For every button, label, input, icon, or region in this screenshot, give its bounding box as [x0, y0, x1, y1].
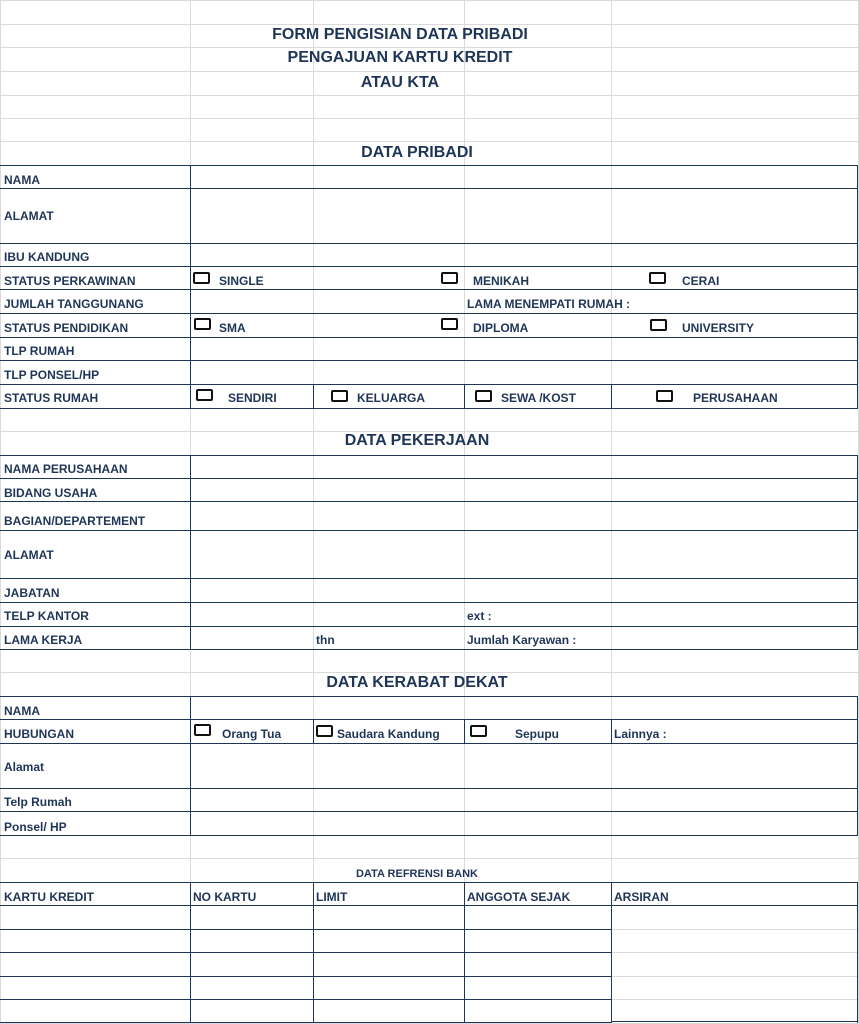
column-header-no-kartu: NO KARTU	[193, 890, 257, 904]
label-bidang-usaha: BIDANG USAHA	[4, 486, 98, 500]
bagian-departement-field[interactable]	[191, 502, 857, 529]
menikah-option-label: MENIKAH	[473, 274, 529, 288]
university-checkbox[interactable]	[650, 319, 667, 331]
label-ext: ext :	[467, 609, 492, 623]
sepupu-checkbox[interactable]	[470, 725, 487, 737]
form-title-line1: FORM PENGISIAN DATA PRIBADI	[272, 26, 528, 43]
bidang-usaha-field[interactable]	[191, 479, 857, 501]
lama-kerja-field[interactable]	[191, 626, 311, 648]
label-status-rumah: STATUS RUMAH	[4, 391, 99, 405]
menikah-checkbox[interactable]	[441, 272, 458, 284]
alamat-kantor-field[interactable]	[191, 531, 857, 577]
form-title-line3: ATAU KTA	[360, 74, 440, 91]
telp-rumah-kerabat-field[interactable]	[191, 789, 857, 811]
orang-tua-option-label: Orang Tua	[222, 727, 282, 741]
cerai-option-label: CERAI	[682, 274, 720, 288]
label-nama-perusahaan: NAMA PERUSAHAAN	[4, 462, 128, 476]
perusahaan-checkbox[interactable]	[656, 390, 673, 402]
sma-option-label: SMA	[219, 321, 246, 335]
column-header-anggota-sejak: ANGGOTA SEJAK	[467, 890, 571, 904]
diploma-checkbox[interactable]	[441, 318, 458, 330]
column-header-limit: LIMIT	[316, 890, 348, 904]
nama-field[interactable]	[191, 166, 857, 188]
tlp-ponsel-field[interactable]	[191, 361, 857, 383]
label-status-perkawinan: STATUS PERKAWINAN	[4, 274, 136, 288]
section-heading-data-refrensi-bank: DATA REFRENSI BANK	[355, 868, 478, 880]
nama-perusahaan-field[interactable]	[191, 455, 857, 477]
single-option-label: SINGLE	[219, 274, 264, 288]
perusahaan-option-label: PERUSAHAAN	[693, 391, 778, 405]
tlp-rumah-field[interactable]	[191, 338, 857, 360]
sendiri-option-label: SENDIRI	[228, 391, 277, 405]
ponsel-kerabat-field[interactable]	[191, 812, 857, 834]
label-alamat: ALAMAT	[4, 209, 54, 223]
label-alamat-kantor: ALAMAT	[4, 548, 54, 562]
label-tlp-rumah: TLP RUMAH	[4, 344, 75, 358]
jumlah-tanggungan-field[interactable]	[191, 290, 463, 312]
sendiri-checkbox[interactable]	[196, 389, 213, 401]
keluarga-checkbox[interactable]	[331, 390, 348, 402]
label-nama: NAMA	[4, 173, 40, 187]
saudara-kandung-option-label: Saudara Kandung	[337, 727, 440, 741]
column-header-kartu-kredit: KARTU KREDIT	[4, 890, 94, 904]
jabatan-field[interactable]	[191, 579, 857, 601]
label-jumlah-tanggungan: JUMLAH TANGGUNANG	[4, 297, 144, 311]
nama-kerabat-field[interactable]	[191, 697, 857, 719]
alamat-kerabat-field[interactable]	[191, 744, 857, 787]
label-lama-menempati-rumah: LAMA MENEMPATI RUMAH :	[467, 297, 631, 311]
label-thn: thn	[316, 633, 335, 647]
label-alamat-kerabat: Alamat	[4, 760, 45, 774]
column-header-arsiran: ARSIRAN	[614, 890, 669, 904]
section-heading-data-pribadi: DATA PRIBADI	[361, 144, 473, 161]
label-bagian-departement: BAGIAN/DEPARTEMENT	[4, 514, 146, 528]
sewa-kost-checkbox[interactable]	[475, 390, 492, 402]
orang-tua-checkbox[interactable]	[194, 724, 211, 736]
label-telp-kantor: TELP KANTOR	[4, 609, 89, 623]
keluarga-option-label: KELUARGA	[357, 391, 425, 405]
cerai-checkbox[interactable]	[649, 272, 666, 284]
ibu-kandung-field[interactable]	[191, 243, 857, 265]
section-heading-data-pekerjaan: DATA PEKERJAAN	[344, 432, 490, 449]
label-ponsel-kerabat: Ponsel/ HP	[4, 820, 67, 834]
section-heading-data-kerabat-dekat: DATA KERABAT DEKAT	[326, 674, 508, 691]
label-lainnya: Lainnya :	[614, 727, 667, 741]
label-nama-kerabat: NAMA	[4, 704, 40, 718]
saudara-kandung-checkbox[interactable]	[316, 725, 333, 737]
sewa-kost-option-label: SEWA /KOST	[501, 391, 576, 405]
alamat-field[interactable]	[191, 189, 857, 242]
label-tlp-ponsel: TLP PONSEL/HP	[4, 368, 100, 382]
sepupu-option-label: Sepupu	[515, 727, 559, 741]
label-lama-kerja: LAMA KERJA	[4, 633, 83, 647]
label-telp-rumah-kerabat: Telp Rumah	[4, 795, 72, 809]
label-status-pendidikan: STATUS PENDIDIKAN	[4, 321, 129, 335]
label-jabatan: JABATAN	[4, 586, 60, 600]
form-title-line2: PENGAJUAN KARTU KREDIT	[287, 49, 513, 66]
telp-kantor-field[interactable]	[191, 602, 463, 624]
diploma-option-label: DIPLOMA	[473, 321, 529, 335]
label-hubungan: HUBUNGAN	[4, 727, 74, 741]
university-option-label: UNIVERSITY	[682, 321, 755, 335]
label-jumlah-karyawan: Jumlah Karyawan :	[467, 633, 577, 647]
sma-checkbox[interactable]	[194, 318, 211, 330]
label-ibu-kandung: IBU KANDUNG	[4, 250, 90, 264]
single-checkbox[interactable]	[193, 272, 210, 284]
